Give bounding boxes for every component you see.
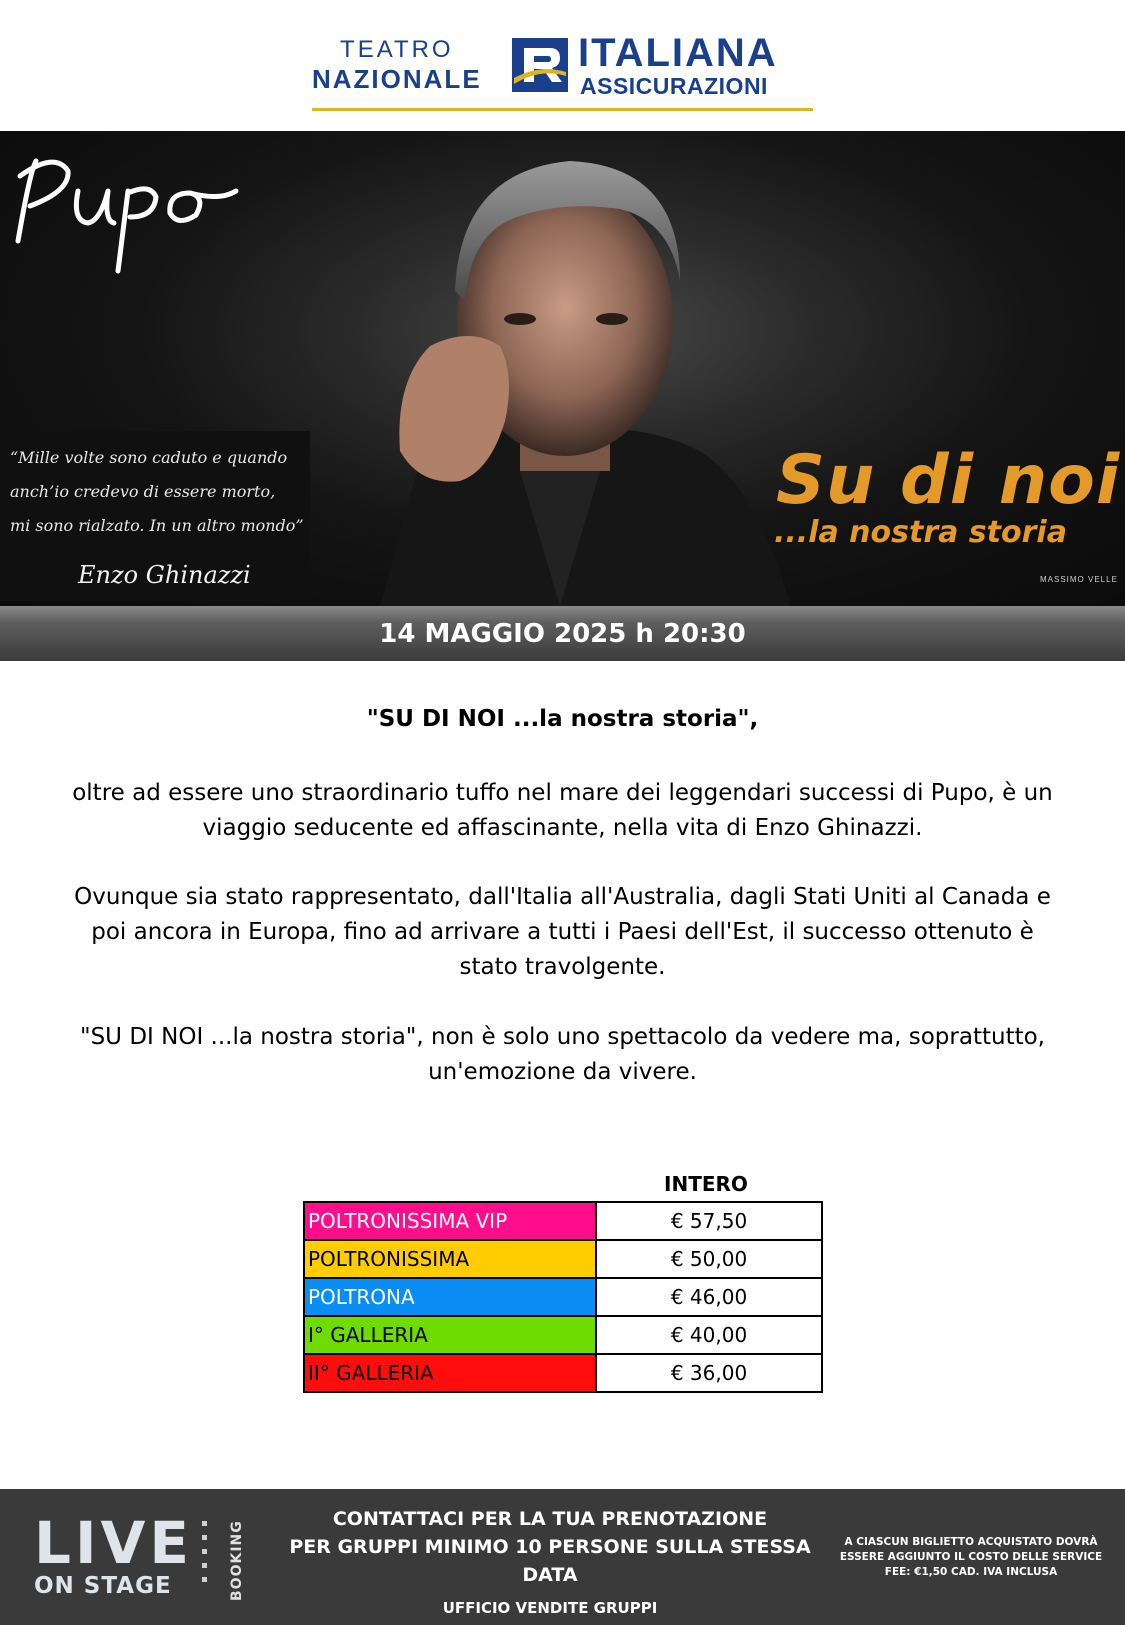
seat-price: € 40,00 (596, 1316, 822, 1354)
table-row (304, 1240, 822, 1278)
seat-category: POLTRONISSIMA (304, 1240, 596, 1278)
sales-office: UFFICIO VENDITE GRUPPI (442, 1599, 658, 1617)
italiana-assicurazioni-logo-mark-icon (512, 38, 568, 92)
seat-price: € 46,00 (596, 1278, 822, 1316)
table-row (304, 1278, 822, 1316)
description-title: "SU DI NOI ...la nostra storia", (366, 706, 759, 732)
seat-category: POLTRONISSIMA VIP (304, 1202, 596, 1240)
live-on-stage-logo (34, 1509, 245, 1601)
price-column-header: INTERO (664, 1172, 748, 1196)
seat-price: € 36,00 (596, 1354, 822, 1392)
logo-dots-icon (202, 1521, 208, 1591)
hero-banner (0, 131, 1125, 606)
seat-category: II° GALLERIA (304, 1354, 596, 1392)
show-subtitle: ...la nostra storia (774, 515, 1067, 550)
sponsor-line1: ITALIANA (578, 31, 778, 75)
table-row (304, 1354, 822, 1392)
logo-live: LIVE (34, 1509, 194, 1577)
seat-category: POLTRONA (304, 1278, 596, 1316)
pupo-logo-icon (0, 131, 250, 281)
cta-line: CONTATTACI PER LA TUA PRENOTAZIONE (332, 1508, 768, 1530)
price-table (303, 1201, 823, 1393)
description-paragraph: "SU DI NOI ...la nostra storia", non è solo uno spettacolo da vedere ma, soprattutto, un'emozione da vivere. (80, 1024, 1045, 1085)
artist-signature: Enzo Ghinazzi (78, 561, 251, 589)
quote-line: “Mille volte sono caduto e quando (10, 448, 288, 467)
tel-label: tel: (611, 1624, 636, 1642)
description-paragraph: oltre ad essere uno straordinario tuffo nel mare dei leggendari successi di Pupo, è un viaggio seducente ed affascinante, nella vita di Enzo Ghinazzi. (72, 780, 1053, 841)
artist-quote (10, 441, 310, 543)
date-bar (0, 606, 1125, 661)
header-divider (312, 108, 813, 111)
contact-block (270, 1505, 830, 1645)
logo-booking: BOOKING (229, 1520, 245, 1601)
cta-line: PER GRUPPI MINIMO 10 PERSONE SULLA STESSA DATA (289, 1536, 811, 1586)
email-label: email: (339, 1624, 386, 1642)
tel-number[interactable]: 348 47 44 478 (640, 1624, 761, 1642)
table-row (304, 1202, 822, 1240)
seat-category: I° GALLERIA (304, 1316, 596, 1354)
seat-price: € 50,00 (596, 1240, 822, 1278)
logo-on-stage: ON STAGE (34, 1573, 172, 1599)
event-date: 14 MAGGIO 2025 h 20:30 (379, 618, 746, 649)
quote-line: mi sono rialzato. In un altro mondo” (10, 516, 304, 535)
teatro-line2: NAZIONALE (312, 64, 482, 94)
show-title: Su di noi (776, 441, 1121, 520)
header (0, 0, 1125, 130)
table-row (304, 1316, 822, 1354)
description-paragraph: Ovunque sia stato rappresentato, dall'Italia all'Australia, dagli Stati Uniti al Canada e poi ancora in Europa, fino ad arrivare a tutti i Paesi dell'Est, il successo ottenuto è stato travolgente. (74, 884, 1051, 980)
teatro-line1: TEATRO (340, 36, 454, 63)
quote-line: anch’io credevo di essere morto, (10, 482, 276, 501)
sponsor-line2: ASSICURAZIONI (580, 73, 768, 99)
teatro-nazionale-logo (312, 36, 482, 94)
photo-credit: MASSIMO VELLE (1040, 575, 1118, 584)
footer (0, 1489, 1125, 1642)
service-fee-note: A CIASCUN BIGLIETTO ACQUISTATO DOVRÀ ESSERE AGGIUNTO IL COSTO DELLE SERVICE FEE: €1,50 CAD. IVA INCLUSA (839, 1536, 1103, 1578)
seat-price: € 57,50 (596, 1202, 822, 1240)
italiana-assicurazioni-logo (578, 33, 778, 99)
email-link[interactable]: b2b@live-onstage.com (390, 1624, 583, 1642)
